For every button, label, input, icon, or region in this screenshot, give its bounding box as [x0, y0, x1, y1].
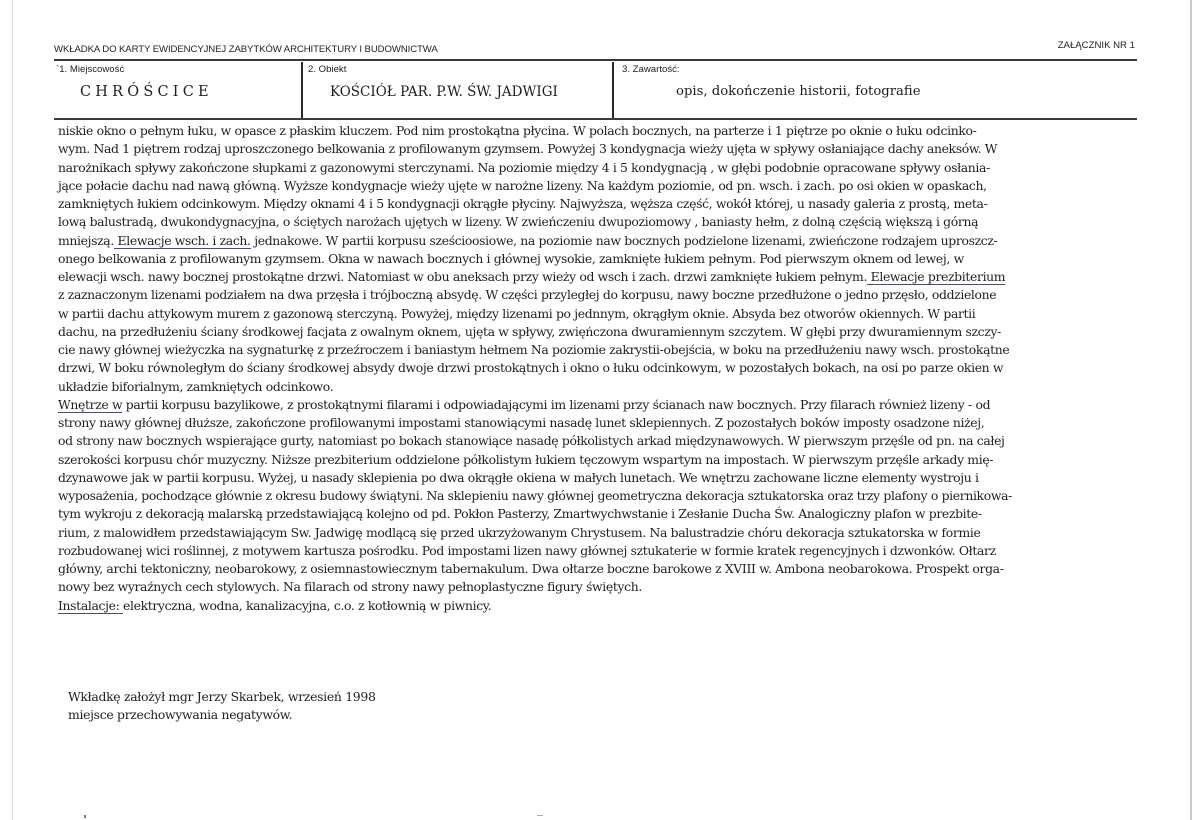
locality-value: CHRÓŚCICE [80, 84, 213, 100]
body-line: rium, z malowidłem przedstawiającym Sw. Jadwigę modlącą się przed ukrzyżowanym Chrystusem. Na balustradzie chóru dekoracja sztukatorska w formie [58, 524, 981, 540]
body-line: nowy bez wyraźnych cech stylowych. Na filarach od strony nawy pełnoplastyczne figury świętych. [58, 579, 642, 595]
body-line: szerokości korpusu chór muzyczny. Niższe prezbiterium oddzielone półkolistym łukiem tęczowym wspartym na impostach. W pierwszym przęśle arkady mię- [58, 451, 994, 467]
heading-interior: Wnętrze w [58, 396, 123, 412]
body-line: drzwi, W boku równoległym do ściany środkowej absydy dwoje drzwi prostokątnych i okno o łuku odcinkowym, w pozostałych bokach, na osi po parze okien w [58, 360, 1004, 376]
body-line [58, 396, 1128, 414]
body-line: od strony naw bocznych wspierające gurty, natomiast po bokach stanowiące nasadę półkolistych arkad międzynawowych. W pierwszym przęśle od pn. na całej [58, 433, 1005, 449]
page-edge-right [1190, 0, 1192, 820]
scan-speck [537, 815, 543, 816]
header-rule-top [54, 59, 1137, 61]
body-line: strony nawy głównej dłuższe, zakończone profilowanymi impostami stanowiącymi nasadę lunet sklepiennych. Z pozostałych boków imposty osadzone niżej, [58, 415, 985, 430]
body-line [58, 268, 1128, 286]
body-line: zamkniętych łukiem odcinkowym. Między oknami 4 i 5 kondygnacji okrągłe płyciny. Najwyższa, węższa część, wokół której, u nasady galeria z prostą, meta- [58, 196, 988, 211]
description-body [58, 122, 1128, 615]
scan-speck [84, 815, 86, 818]
body-line: rozbudowanej wici roślinnej, z motywem kartusza pośrodku. Pod impostami lizen nawy głównej sztukaterie w formie kratek regencyjnych i dzwonków. Ołtarz [58, 542, 996, 558]
body-line: niskie okno o pełnym łuku, w opasce z płaskim kluczem. Pod nim prostokątna płycina. W polach bocznych, na parterze i 1 piętrze po oknie o łuku odcinko- [58, 123, 977, 138]
body-line: z zaznaczonym lizenami podziałem na dwa przęsła i trójboczną absydę. W części przyległej do korpusu, nawy boczne przedłużone o jedno przęsło, oddzielone [58, 287, 997, 303]
line-text: mniejszą. [58, 232, 114, 248]
body-line: jące połacie dachu nad nawą główną. Wyższe kondygnacje wieży ujęte w narożne lizeny. Na każdym poziomie, od pn. wsch. i zach. po osi okien w opaskach, [58, 177, 987, 193]
contents-value: opis, dokończenie historii, fotografie [676, 84, 921, 99]
line-text: jednakowe. W partii korpusu sześcioosiowe, na poziomie naw bocznych podzielone lizenami, zwieńczone rodzajem uproszcz- [250, 232, 998, 248]
author-line: Wkładkę założył mgr Jerzy Skarbek, wrzesień 1998 [68, 689, 376, 704]
line-text: elewacji wsch. nawy bocznej prostokątne drzwi. Natomiast w obu aneksach przy wieży od wsch i zach. drzwi zamknięte łukiem pełnym. [58, 269, 868, 284]
footer-note [68, 688, 376, 724]
body-line: główny, archi tektoniczny, neobarokowy, z osiemnastowiecznym tabernakulum. Dwa ołtarze boczne barokowe z XVIII w. Ambona neobarokowa. Prospekt orga- [58, 561, 1004, 576]
body-line: tym wykroju z dekoracją malarską przedstawiającą kolejno od pd. Pokłon Pasterzy, Zmartwychwstanie i Zesłanie Ducha Św. Analogiczny plafon w prezbite- [58, 506, 982, 522]
line-text: partii korpusu bazylikowe, z prostokątnymi filarami i odpowiadającymi im lizenami przy ścianach naw bocznych. Przy filarach również lizeny - od [122, 396, 991, 412]
field-divider-2 [612, 62, 614, 118]
body-line: dzynawowe jak w partii korpusu. Wyżej, u nasady sklepienia po dwa okrągłe okiena w małych lunetach. We wnętrzu zachowane liczne elementy wystroju i [58, 469, 979, 485]
body-line: onego belkowania z profilowanym gzymsem. Okna w nawach bocznych i głównej wysokie, zamknięte łukiem pełnym. Pod pierwszym oknem od lewej, w [58, 250, 964, 266]
body-line: lową balustradą, dwukondygnacyjna, o ściętych narożach ujętych w lizeny. W zwieńczeniu dwupoziomowy , baniasty hełm, z dolną częścią większą i górną [58, 214, 979, 230]
heading-installations: Instalacje: [58, 597, 123, 613]
body-line: układzie biforialnym, zamkniętych odcinkowo. [58, 378, 334, 394]
line-text: elektryczna, wodna, kanalizacyjna, c.o. z kotłownią w piwnicy. [122, 597, 492, 613]
negatives-storage-line: miejsce przechowywania negatywów. [68, 707, 293, 722]
heading-elevations-east-west: Elewacje wsch. i zach. [113, 232, 251, 248]
header-rule-bottom [54, 118, 1137, 120]
heading-elevations-presbytery: Elewacje prezbiterium [867, 269, 1006, 284]
page-edge-left [12, 0, 13, 820]
body-line: wym. Nad 1 piętrem rodzaj uproszczonego belkowania z profilowanym gzymsem. Powyżej 3 kondygnacja wieży ujęta w spływy osłaniające dachy aneksów. W [58, 141, 998, 157]
locality-label: `1. Miejscowość [56, 64, 125, 75]
body-line [58, 597, 1128, 615]
object-value: KOŚCIÓŁ PAR. P.W. ŚW. JADWIGI [330, 84, 558, 100]
body-line: cie nawy głównej wieżyczka na sygnaturkę z przeźroczem i baniastym hełmem Na poziomie zakrystii-obejścia, w boku na przedłużeniu nawy wsch. prostokątne [58, 342, 1010, 357]
body-line: wyposażenia, pochodzące głównie z okresu budowy świątyni. Na sklepieniu nawy głównej geometryczna dekoracja sztukatorska oraz trzy plafony o piernikowa- [58, 488, 1012, 503]
field-divider-1 [301, 62, 303, 118]
body-line: narożnikach spływy zakończone słupkami z gazonowymi sterczynami. Na poziomie między 4 i 5 kondygnacją , w głębi podobnie opracowane spływy osłania- [58, 159, 990, 175]
body-line [58, 232, 1128, 250]
body-line: dachu, na przedłużeniu ściany środkowej facjata z owalnym oknem, ujęta w spływy, zwięńczona dwuramiennym szczytem. W głębi przy dwuramiennym szczy- [58, 323, 1001, 339]
object-label: 2. Obiekt [308, 64, 347, 75]
body-line: w partii dachu attykowym murem z gazonową sterczyną. Powyżej, między lizenami po jednnym, okrągłym oknie. Absyda bez otworów okiennych. W partii [58, 305, 976, 321]
form-title: WKŁADKA DO KARTY EWIDENCYJNEJ ZABYTKÓW ARCHITEKTURY I BUDOWNICTWA [54, 44, 438, 55]
annex-label: ZAŁĄCZNIK NR 1 [1057, 40, 1135, 51]
contents-label: 3. Zawartość: [622, 64, 680, 75]
